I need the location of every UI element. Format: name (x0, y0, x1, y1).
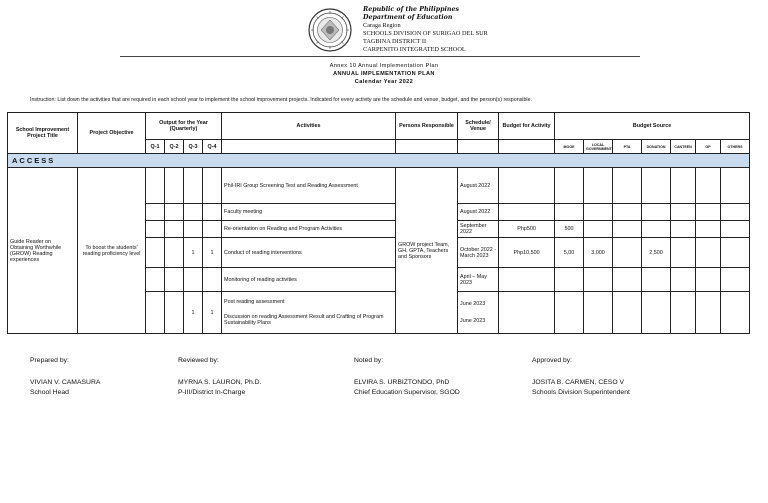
header-persons: Persons Responsible (396, 113, 458, 140)
signatory-name: ELVIRA S. URBIZTONDO, PhD (354, 379, 450, 386)
header-budget-blank (499, 140, 555, 154)
table-row: 1 1 Conduct of reading interventions October 2022 -March 2023 Php10,500 5,00 3,000 2,500 (8, 238, 750, 268)
department-text: Department of Education (363, 14, 453, 21)
source-donation: DONATION (642, 140, 671, 154)
header-output: Output for the Year (Quarterly) (146, 113, 222, 140)
header-schedule-blank (458, 140, 499, 154)
signatory-name: VIVIAN V. CAMASURA (30, 379, 101, 386)
header-q3: Q-3 (184, 140, 203, 154)
deped-seal-icon (308, 8, 352, 52)
schedule-cell: October 2022 -March 2023 (458, 238, 499, 268)
source-gp: GP (696, 140, 721, 154)
persons-cell: GROW project Team, GH, GPTA, Teachers and Sponsors (396, 168, 458, 334)
schedule-cell: August 2022 (458, 168, 499, 204)
instruction-text: Instruction: List down the activities that are required in each school year to implement the school improvement projects. Indicated for every activity are the schedule and venue, budget, and the person(s) responsible. (30, 97, 533, 103)
region-text: Caraga Region (363, 22, 401, 29)
signatory-title: P-III/District In-Charge (178, 389, 246, 396)
activity-cell: Phil-IRI Group Screening Test and Reading Assessment (222, 168, 396, 204)
signatory-name: JOSITA B. CARMEN, CESO V (532, 379, 625, 386)
republic-text: Republic of the Philippines (363, 6, 460, 13)
header-project-title: School Improvement Project Title (8, 113, 78, 154)
header-q2: Q-2 (165, 140, 184, 154)
table-row: Re-orientation on Reading and Program Activities September 2022 Php500 500 (8, 221, 750, 238)
activity-post-reading: Post reading assessment (224, 299, 285, 305)
activity-cell: Faculty meeting (222, 204, 396, 221)
signatory-name: MYRNA S. LAURON, Ph.D. (178, 379, 262, 386)
source-mooe: MOOE (555, 140, 584, 154)
source-pta: PTA (613, 140, 642, 154)
activity-cell (222, 292, 396, 334)
signatory-prepared: Prepared by: VIVIAN V. CAMASURA School Head (30, 357, 101, 396)
signatory-title: Chief Education Supervisor, SGOD (354, 389, 460, 396)
objective-cell: To boost the students' reading proficiency level (78, 168, 146, 334)
schedule-cell: August 2022 (458, 204, 499, 221)
header-persons-blank (396, 140, 458, 154)
header-q1: Q-1 (146, 140, 165, 154)
school-text: CARPENITO INTEGRATED SCHOOL (363, 46, 466, 53)
activity-cell: Re-orientation on Reading and Program Activities (222, 221, 396, 238)
project-title-cell: Guide Reader on Obtaining Worthwhile (GROW) Reading experiences (8, 168, 78, 334)
source-others: OTHERS (721, 140, 750, 154)
schedule-cell: June 2023 June 2023 (458, 292, 499, 334)
schedule-cell: September 2022 (458, 221, 499, 238)
header-divider (120, 56, 640, 57)
header-q4: Q-4 (203, 140, 222, 154)
signatory-title: Schools Division Superintendent (532, 389, 630, 396)
plan-title: ANNUAL IMPLEMENTATION PLAN (333, 71, 435, 77)
header-activities-blank (222, 140, 396, 154)
table-row: 1 1 Post reading assessment Discussion on reading Assessment Result and Crafting of Program Sustainability Plans June 2023 June 2023 (8, 292, 750, 334)
calendar-year: Calendar Year 2022 (354, 79, 414, 85)
implementation-plan-table (7, 112, 750, 334)
signatory-approved: Approved by: JOSITA B. CARMEN, CESO V Schools Division Superintendent (532, 357, 630, 396)
source-canteen: CANTEEN (671, 140, 696, 154)
activity-cell: Monitoring of reading activities (222, 268, 396, 292)
header-schedule: Schedule/ Venue (458, 113, 499, 140)
activity-discussion: Discussion on reading Assessment Result and Crafting of Program Sustainability Plans (224, 314, 384, 326)
header-objective: Project Objective (78, 113, 146, 154)
header-activities: Activities (222, 113, 396, 140)
district-text: TAGBINA DISTRICT II (363, 38, 427, 45)
table-row (8, 168, 750, 204)
annex-title: Annex 10 Annual Implementation Plan (329, 63, 439, 69)
schedule-cell: April – May 2023 (458, 268, 499, 292)
header-budget: Budget for Activity (499, 113, 555, 140)
signatory-reviewed: Reviewed by: MYRNA S. LAURON, Ph.D. P-III/District In-Charge (178, 357, 262, 396)
header-budget-source: Budget Source (555, 113, 750, 140)
section-access: ACCESS (8, 154, 750, 168)
division-text: SCHOOLS DIVISION OF SURIGAO DEL SUR (363, 30, 488, 37)
source-lgu: LOCAL GOVERNMENT (584, 140, 613, 154)
activity-cell: Conduct of reading interventions (222, 238, 396, 268)
signatory-noted: Noted by: ELVIRA S. URBIZTONDO, PhD Chief Education Supervisor, SGOD (354, 357, 460, 396)
signatory-title: School Head (30, 389, 69, 396)
